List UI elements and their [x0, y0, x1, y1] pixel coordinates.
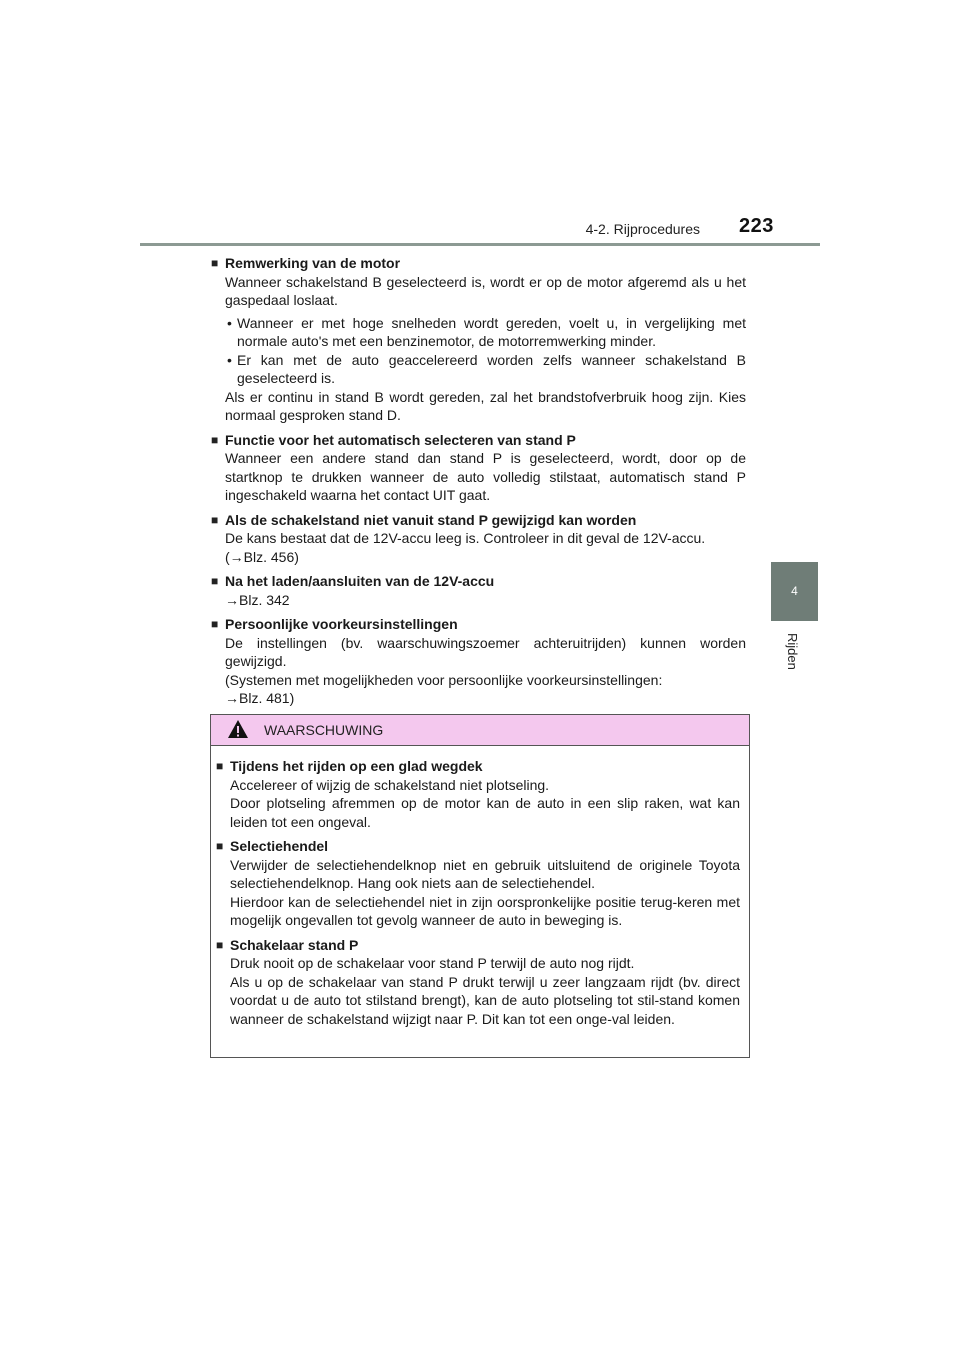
- paragraph: (Systemen met mogelijkheden voor persoonlijke voorkeursinstellingen:: [225, 671, 663, 688]
- page-number: 223: [739, 215, 774, 237]
- page-header: [0, 0, 960, 250]
- section-heading: ■ Na het laden/aansluiten van de 12V-accu: [211, 572, 746, 591]
- paragraph: Hierdoor kan de selectiehendel niet in zijn oorspronkelijke positie terug-keren met mogelijk ongevallen tot gevolg wanneer de auto in beweging is.: [230, 893, 740, 928]
- warning-heading: ■ Schakelaar stand P: [216, 936, 740, 955]
- bullet-item: • Er kan met de auto geaccelereerd worden zelfs wanneer schakelstand B geselecteerd is.: [225, 351, 746, 388]
- section-heading: ■ Als de schakelstand niet vanuit stand P gewijzigd kan worden: [211, 511, 746, 530]
- paragraph: Wanneer schakelstand B geselecteerd is, wordt er op de motor afgeremd als u het gaspedaal loslaat.: [225, 273, 746, 308]
- section-label: 4-2. Rijprocedures: [585, 221, 700, 237]
- warning-box: [210, 714, 750, 1058]
- paragraph: Als u op de schakelaar van stand P drukt terwijl u zeer langzaam rijdt (bv. direct voordat u de auto tot stilstand brengt), kan de auto plotseling tot stil-stand komen wanneer de schakelstand wijzigt naar P. Dit kan tot een onge-val leiden.: [230, 973, 740, 1027]
- warning-item: [216, 757, 740, 831]
- paragraph: Als er continu in stand B wordt gereden, zal het brandstofverbruik hoog zijn. Kies normaal gesproken stand D.: [225, 388, 746, 423]
- section-voorkeursinstellingen: [211, 615, 746, 708]
- section-heading: ■ Persoonlijke voorkeursinstellingen: [211, 615, 746, 634]
- warning-triangle-icon: [227, 719, 249, 739]
- paragraph: De instellingen (bv. waarschuwingszoemer achteruitrijden) kunnen worden gewijzigd.: [225, 634, 746, 669]
- paragraph: De kans bestaat dat de 12V-accu leeg is. Controleer in dit geval de 12V-accu.: [225, 530, 706, 546]
- main-content: [211, 254, 746, 714]
- warning-item: [216, 936, 740, 1029]
- warning-heading: ■ Selectiehendel: [216, 837, 740, 856]
- warning-header: [211, 715, 749, 746]
- chapter-tab: 4: [771, 562, 818, 621]
- bullet-item: • Wanneer er met hoge snelheden wordt gereden, voelt u, in vergelijking met normale auto's met een benzinemotor, de motorremwerking minder.: [225, 314, 746, 351]
- section-auto-stand-p: [211, 431, 746, 505]
- paragraph: Wanneer een andere stand dan stand P is geselecteerd, wordt, door op de startknop te drukken wanneer de auto volledig stilstaat, automatisch stand P ingeschakeld waarna het contact UIT gaat.: [225, 450, 746, 503]
- paragraph: Door plotseling afremmen op de motor kan de auto in een slip raken, wat kan leiden tot een ongeval.: [230, 795, 740, 830]
- bullet-list: [211, 314, 746, 388]
- section-schakelstand-niet: [211, 511, 746, 567]
- paragraph: Accelereer of wijzig de schakelstand niet plotseling.: [230, 776, 550, 793]
- section-heading: ■ Remwerking van de motor: [211, 254, 746, 273]
- paragraph: Druk nooit op de schakelaar voor stand P terwijl de auto nog rijdt.: [230, 955, 635, 971]
- warning-body: [216, 757, 740, 1034]
- section-heading: ■ Functie voor het automatisch selecteren van stand P: [211, 431, 746, 450]
- paragraph: Verwijder de selectiehendelknop niet en gebruik uitsluitend de originele Toyota selectiehendelknop. Hang ook niets aan de selectiehendel.: [230, 856, 740, 891]
- header-rule: [140, 243, 820, 246]
- page-reference: →Blz. 342: [225, 591, 290, 608]
- page-reference: (→Blz. 456): [225, 548, 299, 565]
- warning-heading: ■ Tijdens het rijden op een glad wegdek: [216, 757, 740, 776]
- section-12v-accu: [211, 572, 746, 609]
- warning-title: WAARSCHUWING: [264, 722, 384, 738]
- page-reference: →Blz. 481): [225, 690, 295, 706]
- warning-item: [216, 837, 740, 930]
- section-remwerking: [211, 254, 746, 425]
- chapter-label: Rijden: [785, 633, 800, 670]
